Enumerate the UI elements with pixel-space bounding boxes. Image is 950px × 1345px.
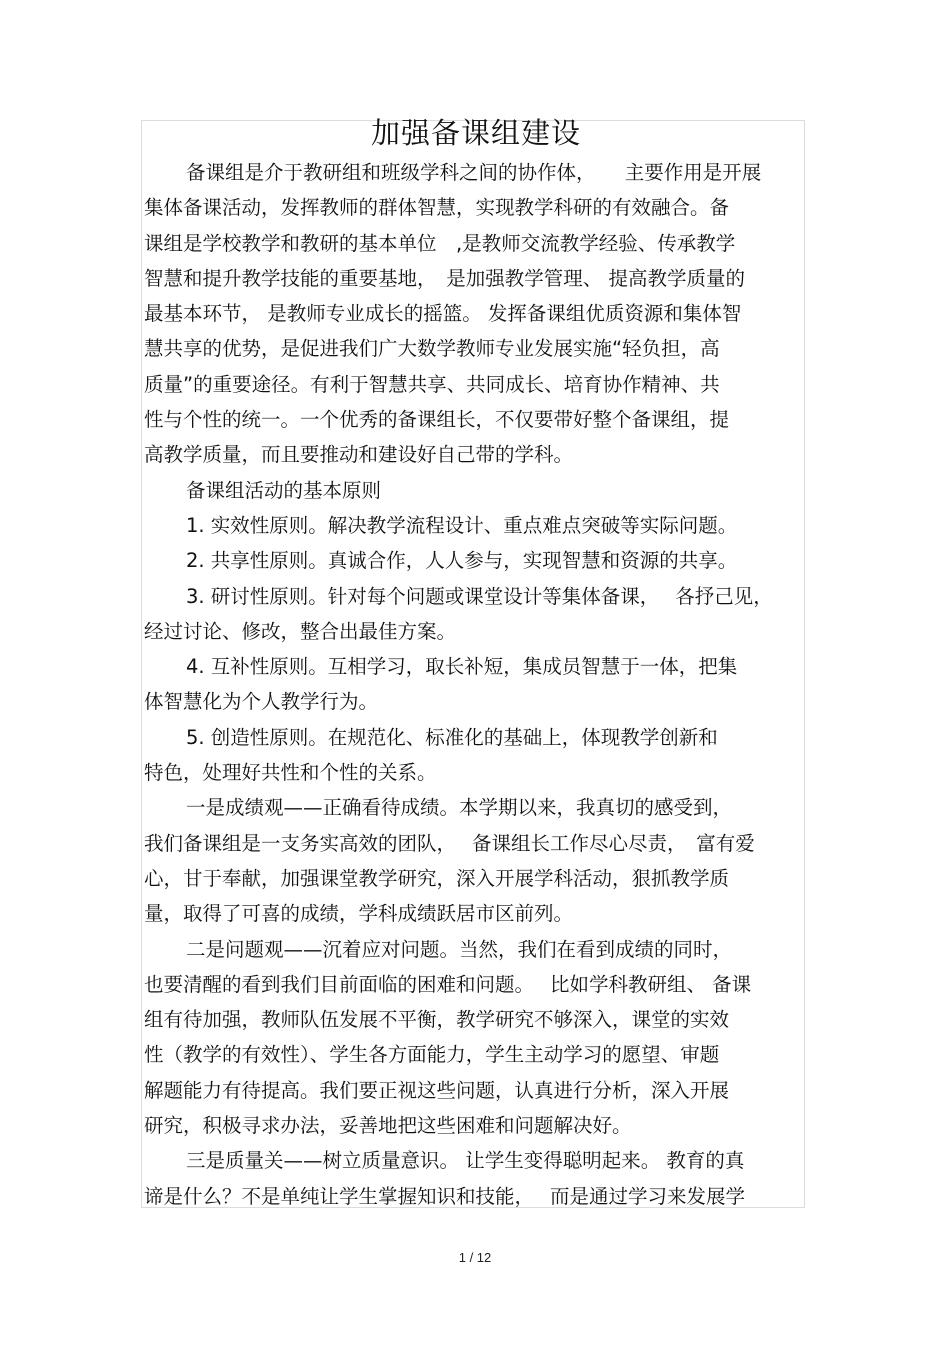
text-line: 集体备课活动，发挥教师的群体智慧，实现教学科研的有效融合。备	[144, 196, 730, 220]
text-line: 4. 互补性原则。互相学习，取长补短，集成员智慧于一体，把集	[186, 655, 738, 679]
text-line: 最基本环节， 是教师专业成长的摇篮。 发挥备课组优质资源和集体智	[144, 302, 742, 326]
text-line: 1. 实效性原则。解决教学流程设计、重点难点突破等实际问题。	[186, 513, 738, 537]
document-title: 加强备课组建设	[370, 116, 581, 150]
text-line: 3. 研讨性原则。针对每个问题或课堂设计等集体备课， 各抒己见，	[186, 584, 773, 608]
document-body	[144, 113, 808, 1214]
text-line: 备课组活动的基本原则	[186, 478, 382, 502]
text-line: 高教学质量，而且要推动和建设好自己带的学科。	[144, 443, 574, 467]
page-number: 1 / 12	[458, 1250, 492, 1265]
text-line: 组有待加强，教师队伍发展不平衡，教学研究不够深入，课堂的实效	[144, 1008, 730, 1032]
text-line: 一是成绩观——正确看待成绩。本学期以来，我真切的感受到，	[186, 796, 733, 820]
text-line: 课组是学校教学和教研的基本单位 ,是教师交流教学经验、传承教学	[144, 231, 736, 255]
text-line: 研究，积极寻求办法，妥善地把这些困难和问题解决好。	[144, 1114, 632, 1138]
text-line: 性（教学的有效性）、学生各方面能力，学生主动学习的愿望、审题	[144, 1043, 720, 1067]
text-line: 智慧和提升教学技能的重要基地， 是加强教学管理、 提高教学质量的	[144, 266, 745, 290]
text-line: 体智慧化为个人教学行为。	[144, 690, 379, 714]
text-line: 我们备课组是一支务实高效的团队， 备课组长工作尽心尽责， 富有爱	[144, 831, 755, 855]
text-line: 5. 创造性原则。在规范化、标准化的基础上，体现教学创新和	[186, 725, 718, 749]
text-line: 量，取得了可喜的成绩，学科成绩跃居市区前列。	[144, 902, 574, 926]
text-line: 解题能力有待提高。我们要正视这些问题，认真进行分析，深入开展	[144, 1078, 730, 1102]
text-line: 备课组是介于教研组和班级学科之间的协作体， 主要作用是开展	[186, 161, 762, 184]
text-line: 性与个性的统一。一个优秀的备课组长，不仅要带好整个备课组，提	[144, 408, 730, 432]
paragraph-lines	[144, 155, 808, 1214]
text-line: 质量”的重要途径。有利于智慧共享、共同成长、培育协作精神、共	[144, 372, 720, 396]
text-line: 经过讨论、修改，整合出最佳方案。	[144, 619, 457, 643]
text-line: 心，甘于奉献，加强课堂教学研究，深入开展学科活动，狠抓教学质	[144, 866, 730, 890]
text-line: 慧共享的优势，是促进我们广大数学教师专业发展实施“轻负担，高	[144, 337, 720, 361]
text-line: 特色，处理好共性和个性的关系。	[144, 761, 437, 785]
text-line: 2. 共享性原则。真诚合作，人人参与，实现智慧和资源的共享。	[186, 549, 738, 573]
text-line: 三是质量关——树立质量意识。 让学生变得聪明起来。 教育的真	[186, 1149, 745, 1173]
text-line: 谛是什么？不是单纯让学生掌握知识和技能， 而是通过学习来发展学	[144, 1184, 745, 1208]
text-line: 也要清醒的看到我们目前面临的困难和问题。 比如学科教研组、 备课	[144, 972, 752, 996]
text-line: 二是问题观——沉着应对问题。当然，我们在看到成绩的同时，	[186, 937, 733, 961]
